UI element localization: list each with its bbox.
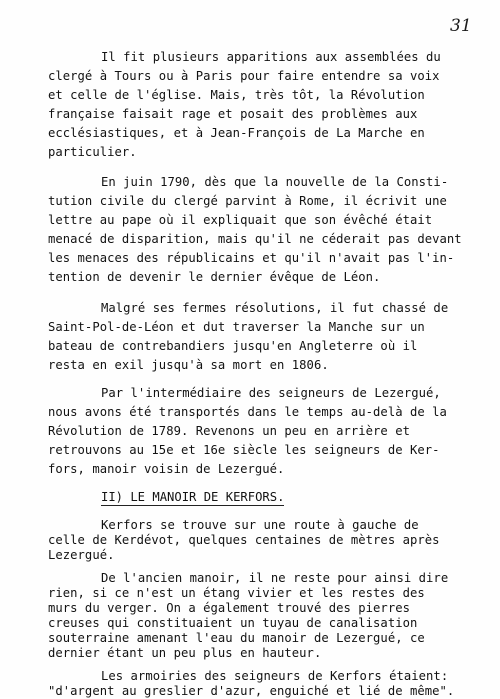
text-line: Malgré ses fermes résolutions, il fut chassé de [101,301,449,315]
text-line: particulier. [48,145,137,159]
text-line: lettre au pape où il expliquait que son évêché était [48,213,433,227]
text-line: bateau de contrebandiers jusqu'en Angleterre où il [48,339,418,353]
text-line: resta en exil jusqu'à sa mort en 1806. [48,358,329,372]
text-line: Saint-Pol-de-Léon et dut traverser la Manche sur un [48,320,425,334]
text-line: Révolution de 1789. Revenons un peu en arrière et [48,424,410,438]
text-line: tution civile du clergé parvint à Rome, il écrivit une [48,194,447,208]
text-line: De l'ancien manoir, il ne reste pour ainsi dire [101,571,449,585]
text-line: fors, manoir voisin de Lezergué. [48,462,285,476]
text-line: "d'argent au greslier d'azur, enguiché et lié de même". [48,684,455,698]
text-line: ecclésiastiques, et à Jean-François de La Marche en [48,126,425,140]
text-line: clergé à Tours ou à Paris pour faire entendre sa voix [48,69,440,83]
text-line: les menaces des républicains et qu'il n'avait pas l'in- [48,251,455,265]
text-line: Par l'intermédiaire des seigneurs de Lezergué, [101,386,441,400]
text-line: Lezergué. [48,548,115,562]
text-line: française faisait rage et posait des problèmes aux [48,107,418,121]
text-line: rien, si ce n'est un étang vivier et les restes des [48,586,425,600]
text-line: celle de Kerdévot, quelques centaines de mètres après [48,533,440,547]
text-line: En juin 1790, dès que la nouvelle de la Consti- [101,175,449,189]
text-line: souterraine amenant l'eau du manoir de Lezergué, ce [48,631,425,645]
section-heading: II) LE MANOIR DE KERFORS. [101,490,285,504]
text-line: dernier étant un peu plus en hauteur. [48,646,322,660]
text-line: retrouvons au 15e et 16e siècle les seigneurs de Ker- [48,443,440,457]
text-line: Kerfors se trouve sur une route à gauche de [101,518,419,532]
page-number: 31 [450,16,472,36]
text-line: Les armoiries des seigneurs de Kerfors étaient: [101,669,449,683]
text-line: et celle de l'église. Mais, très tôt, la Révolution [48,88,425,102]
text-line: Il fit plusieurs apparitions aux assemblées du [101,50,441,64]
text-line: tention de devenir le dernier évêque de Léon. [48,270,381,284]
text-line: nous avons été transportés dans le temps au-delà de la [48,405,447,419]
text-line: creuses qui constituaient un tuyau de canalisation [48,616,418,630]
text-line: murs du verger. On a également trouvé des pierres [48,601,410,615]
text-line: menacé de disparition, mais qu'il ne céderait pas devant [48,232,462,246]
